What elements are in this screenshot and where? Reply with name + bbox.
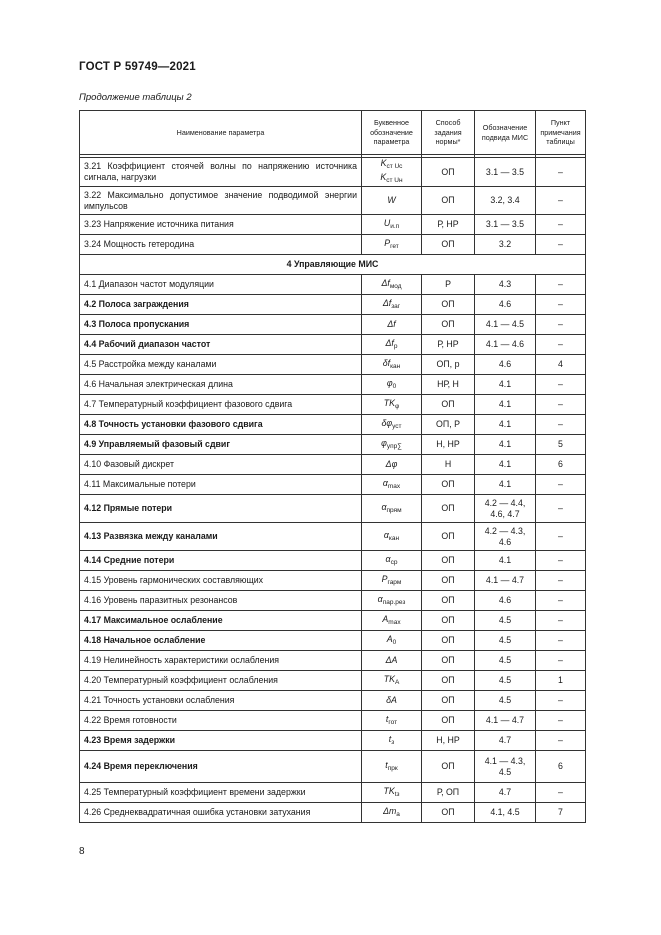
mis-subtype: 4.1 — [475, 435, 536, 455]
parameter-name: 4.6 Начальная электрическая длина — [80, 375, 362, 395]
norm-method: ОП — [422, 235, 475, 255]
mis-subtype: 4.2 — 4.4, 4.6, 4.7 — [475, 495, 536, 523]
mis-subtype: 4.5 — [475, 631, 536, 651]
mis-subtype: 4.1 — [475, 415, 536, 435]
parameter-symbol — [362, 275, 422, 295]
table-note-ref: – — [536, 523, 586, 551]
symbol-letter: Δf — [382, 297, 392, 308]
section-title: 4 Управляющие МИС — [80, 255, 586, 275]
symbol-letter: δf — [382, 357, 391, 368]
symbol-letter: α — [383, 529, 389, 540]
norm-method: Р, ОП — [422, 783, 475, 803]
table-note-ref: – — [536, 315, 586, 335]
mis-subtype: 4.3 — [475, 275, 536, 295]
column-header-norm: Способ задания нормы* — [422, 111, 475, 155]
norm-method: Р, НР — [422, 335, 475, 355]
symbol-subscript: р — [393, 342, 398, 350]
parameter-symbol — [362, 475, 422, 495]
symbol-letter: φ — [386, 377, 393, 388]
table-row — [80, 551, 586, 571]
parameter-name: 4.23 Время задержки — [80, 731, 362, 751]
table-row — [80, 711, 586, 731]
table-body — [80, 158, 586, 823]
symbol-subscript: max — [388, 618, 401, 626]
table-note-ref: – — [536, 651, 586, 671]
mis-subtype: 3.1 — 3.5 — [475, 215, 536, 235]
table-row — [80, 187, 586, 215]
table-note-ref: – — [536, 571, 586, 591]
mis-subtype: 4.1 — [475, 475, 536, 495]
mis-subtype: 4.5 — [475, 671, 536, 691]
parameter-symbol — [362, 295, 422, 315]
symbol-letter: Δf — [381, 277, 390, 288]
parameter-symbol — [362, 187, 422, 215]
parameter-symbol — [362, 523, 422, 551]
parameter-name: 4.1 Диапазон частот модуляции — [80, 275, 362, 295]
table-note-ref: – — [536, 711, 586, 731]
norm-method: ОП — [422, 187, 475, 215]
parameter-name: 3.23 Напряжение источника питания — [80, 215, 362, 235]
symbol-subscript: прям — [386, 506, 402, 514]
parameter-symbol — [362, 611, 422, 631]
table-row — [80, 335, 586, 355]
table-row — [80, 315, 586, 335]
parameter-name: 4.25 Температурный коэффициент времени задержки — [80, 783, 362, 803]
parameter-symbol — [362, 395, 422, 415]
symbol-subscript: з — [391, 738, 395, 746]
symbol-subscript: φ — [395, 402, 400, 410]
symbol-letter: A — [386, 633, 393, 644]
parameter-name: 4.16 Уровень паразитных резонансов — [80, 591, 362, 611]
symbol-subscript: 0 — [392, 382, 397, 390]
parameter-name: 4.13 Развязка между каналами — [80, 523, 362, 551]
parameter-name-text: 3.21 Коэффициент стоячей волны по напряжению источника сигнала, нагрузки — [84, 161, 357, 182]
parameter-symbol — [362, 651, 422, 671]
table-note-ref: – — [536, 783, 586, 803]
norm-method: Н, НР — [422, 435, 475, 455]
mis-subtype: 4.1 — 4.7 — [475, 571, 536, 591]
symbol-letter: φ — [381, 437, 387, 448]
norm-method: ОП — [422, 691, 475, 711]
column-header-subtype: Обозначение подвида МИС — [475, 111, 536, 155]
symbol-subscript: кан — [388, 534, 400, 542]
parameter-symbol — [362, 591, 422, 611]
mis-subtype: 4.5 — [475, 611, 536, 631]
parameter-name: 4.20 Температурный коэффициент ослабления — [80, 671, 362, 691]
symbol-subscript: заг — [391, 302, 401, 310]
symbol-subscript: A — [394, 678, 400, 686]
table-note-ref: – — [536, 295, 586, 315]
table-note-ref: – — [536, 375, 586, 395]
table-note-ref: – — [536, 235, 586, 255]
norm-method: Н — [422, 455, 475, 475]
table-row — [80, 751, 586, 783]
column-header-name: Наименование параметра — [80, 111, 362, 155]
page-number: 8 — [79, 846, 85, 857]
norm-method: ОП — [422, 551, 475, 571]
symbol-subscript: упр∑ — [386, 442, 402, 450]
table-note-ref: 7 — [536, 803, 586, 823]
mis-subtype: 3.2, 3.4 — [475, 187, 536, 215]
parameter-symbol — [362, 158, 422, 187]
symbol-letter: α — [385, 553, 391, 564]
table-row — [80, 275, 586, 295]
parameter-symbol — [362, 671, 422, 691]
mis-subtype: 4.1 — 4.5 — [475, 315, 536, 335]
mis-subtype: 4.2 — 4.3, 4.6 — [475, 523, 536, 551]
symbol-subscript: кан — [390, 362, 401, 370]
table-note-ref: – — [536, 275, 586, 295]
table-row — [80, 435, 586, 455]
symbol-subscript: a — [396, 810, 400, 818]
symbol-letter: δφ — [381, 417, 393, 428]
symbol-subscript: 0 — [392, 638, 397, 646]
mis-subtype: 4.6 — [475, 295, 536, 315]
parameter-name: 4.8 Точность установки фазового сдвига — [80, 415, 362, 435]
parameter-name — [80, 158, 362, 187]
parameter-name: 4.17 Максимальное ослабление — [80, 611, 362, 631]
parameter-name — [80, 187, 362, 215]
table-row — [80, 611, 586, 631]
symbol-letter: U — [383, 217, 391, 228]
norm-method: ОП — [422, 611, 475, 631]
norm-method: ОП — [422, 651, 475, 671]
norm-method: Н, НР — [422, 731, 475, 751]
table-row — [80, 591, 586, 611]
parameter-symbol — [362, 551, 422, 571]
symbol-letter: TK — [383, 785, 395, 796]
parameter-name: 4.24 Время переключения — [80, 751, 362, 783]
symbol-letter: TK — [383, 673, 395, 684]
symbol-letter: α — [381, 501, 387, 512]
symbol-subscript: ст Uc — [386, 163, 403, 170]
table-row — [80, 523, 586, 551]
norm-method: ОП — [422, 571, 475, 591]
parameter-name: 4.22 Время готовности — [80, 711, 362, 731]
parameter-name: 4.11 Максимальные потери — [80, 475, 362, 495]
table-note-ref: 6 — [536, 751, 586, 783]
table-note-ref: – — [536, 495, 586, 523]
symbol-letter: t — [388, 733, 392, 744]
symbol-subscript: прк — [387, 764, 398, 772]
mis-subtype: 3.1 — 3.5 — [475, 158, 536, 187]
section-row — [80, 255, 586, 275]
parameter-name: 4.14 Средние потери — [80, 551, 362, 571]
column-header-symbol: Буквенное обозначение параметра — [362, 111, 422, 155]
table-row — [80, 215, 586, 235]
mis-subtype: 4.6 — [475, 591, 536, 611]
symbol-letter: Δf — [387, 319, 396, 329]
symbol-letter: δA — [386, 695, 397, 705]
parameter-name: 4.15 Уровень гармонических составляющих — [80, 571, 362, 591]
mis-subtype: 4.1 — [475, 455, 536, 475]
table-note-ref: – — [536, 415, 586, 435]
symbol-letter: K — [380, 172, 387, 182]
table-row — [80, 631, 586, 651]
mis-subtype: 4.1 — [475, 375, 536, 395]
symbol-letter: α — [377, 593, 383, 604]
table-note-ref: 5 — [536, 435, 586, 455]
parameter-symbol — [362, 571, 422, 591]
symbol-letter: Δm — [383, 805, 397, 816]
symbol-subscript: и.п — [390, 222, 400, 230]
parameter-symbol — [362, 215, 422, 235]
parameter-name: 4.3 Полоса пропускания — [80, 315, 362, 335]
parameter-name: 4.4 Рабочий диапазон частот — [80, 335, 362, 355]
parameter-name: 4.9 Управляемый фазовый сдвиг — [80, 435, 362, 455]
table-note-ref: – — [536, 731, 586, 751]
table-row — [80, 731, 586, 751]
parameter-symbol — [362, 711, 422, 731]
symbol-letter: t — [385, 713, 389, 724]
norm-method: ОП — [422, 315, 475, 335]
table-note-ref: – — [536, 691, 586, 711]
symbol-letter: t — [385, 759, 388, 770]
parameter-symbol — [362, 495, 422, 523]
norm-method: ОП — [422, 523, 475, 551]
parameter-symbol — [362, 803, 422, 823]
table-note-ref: 4 — [536, 355, 586, 375]
norm-method: ОП — [422, 671, 475, 691]
norm-method: ОП — [422, 158, 475, 187]
mis-subtype: 4.1 — [475, 551, 536, 571]
symbol-letter: α — [382, 477, 388, 488]
norm-method: ОП — [422, 751, 475, 783]
symbol-letter: A — [382, 613, 389, 624]
parameter-symbol — [362, 415, 422, 435]
parameter-symbol — [362, 455, 422, 475]
parameter-name: 4.10 Фазовый дискрет — [80, 455, 362, 475]
mis-subtype: 4.6 — [475, 355, 536, 375]
norm-method: ОП — [422, 495, 475, 523]
mis-subtype: 4.7 — [475, 783, 536, 803]
parameter-symbol — [362, 375, 422, 395]
table-row — [80, 355, 586, 375]
table-row — [80, 495, 586, 523]
parameter-symbol — [362, 783, 422, 803]
table-row — [80, 455, 586, 475]
table-note-ref: – — [536, 158, 586, 187]
table-note-ref: – — [536, 187, 586, 215]
mis-subtype: 4.5 — [475, 691, 536, 711]
norm-method: ОП — [422, 591, 475, 611]
parameter-name: 4.18 Начальное ослабление — [80, 631, 362, 651]
parameter-symbol — [362, 631, 422, 651]
table-note-ref: – — [536, 395, 586, 415]
symbol-subscript: мод — [389, 282, 402, 290]
symbol-subscript: max — [387, 482, 401, 490]
symbol-letter: TK — [383, 397, 396, 408]
mis-subtype: 4.1 — 4.7 — [475, 711, 536, 731]
table-row — [80, 235, 586, 255]
table-note-ref: – — [536, 591, 586, 611]
parameter-name: 4.2 Полоса заграждения — [80, 295, 362, 315]
norm-method: ОП — [422, 631, 475, 651]
document-title: ГОСТ Р 59749—2021 — [79, 61, 196, 73]
parameter-name-text: 3.22 Максимально допустимое значение подводимой энергии импульсов — [84, 189, 357, 211]
symbol-letter: K — [380, 158, 387, 168]
table-note-ref: 6 — [536, 455, 586, 475]
parameter-symbol — [362, 315, 422, 335]
parameter-symbol — [362, 335, 422, 355]
table-note-ref: – — [536, 475, 586, 495]
table-note-ref: – — [536, 631, 586, 651]
norm-method: ОП, р — [422, 355, 475, 375]
mis-subtype: 3.2 — [475, 235, 536, 255]
parameter-name: 4.7 Температурный коэффициент фазового сдвига — [80, 395, 362, 415]
table-caption: Продолжение таблицы 2 — [79, 92, 192, 103]
mis-subtype: 4.7 — [475, 731, 536, 751]
table-note-ref: – — [536, 611, 586, 631]
norm-method: ОП — [422, 711, 475, 731]
parameter-symbol — [362, 751, 422, 783]
parameter-name: 3.24 Мощность гетеродина — [80, 235, 362, 255]
table-row — [80, 691, 586, 711]
table-row — [80, 803, 586, 823]
mis-subtype: 4.1, 4.5 — [475, 803, 536, 823]
column-header-note: Пункт примечания таблицы — [536, 111, 586, 155]
parameters-table — [79, 110, 586, 823]
symbol-subscript: ст Uн — [386, 177, 403, 184]
table-row — [80, 415, 586, 435]
norm-method: ОП, Р — [422, 415, 475, 435]
parameter-symbol — [362, 435, 422, 455]
parameter-name: 4.12 Прямые потери — [80, 495, 362, 523]
mis-subtype: 4.1 — 4.6 — [475, 335, 536, 355]
symbol-letter: P — [381, 573, 388, 584]
norm-method: ОП — [422, 475, 475, 495]
norm-method: ОП — [422, 395, 475, 415]
table-row — [80, 295, 586, 315]
parameter-symbol — [362, 235, 422, 255]
mis-subtype: 4.1 — 4.3, 4.5 — [475, 751, 536, 783]
table-row — [80, 395, 586, 415]
parameter-name: 4.19 Нелинейность характеристики ослабления — [80, 651, 362, 671]
symbol-subscript: уст — [392, 422, 402, 430]
table-header-row — [80, 111, 586, 155]
table-row — [80, 671, 586, 691]
norm-method: Р, НР — [422, 215, 475, 235]
symbol-letter: Δf — [385, 337, 394, 348]
symbol-subscript: гот — [388, 718, 398, 726]
parameter-name: 4.26 Среднеквадратичная ошибка установки затухания — [80, 803, 362, 823]
parameter-symbol — [362, 731, 422, 751]
table-note-ref: – — [536, 335, 586, 355]
norm-method: ОП — [422, 803, 475, 823]
table-row — [80, 783, 586, 803]
table-row — [80, 375, 586, 395]
mis-subtype: 4.1 — [475, 395, 536, 415]
table-row — [80, 475, 586, 495]
norm-method: ОП — [422, 295, 475, 315]
symbol-subscript: ср — [390, 558, 398, 566]
symbol-subscript: пар.рез — [382, 598, 406, 606]
symbol-letter: ΔA — [385, 655, 398, 665]
table-note-ref: – — [536, 551, 586, 571]
symbol-letter: Δφ — [385, 459, 398, 469]
symbol-letter: W — [387, 195, 396, 205]
symbol-subscript: гет — [390, 242, 399, 250]
symbol-letter: P — [384, 237, 391, 248]
parameter-name: 4.5 Расстройка между каналами — [80, 355, 362, 375]
parameter-symbol — [362, 355, 422, 375]
table-row — [80, 571, 586, 591]
symbol-subscript: tз — [394, 790, 400, 798]
table-row — [80, 651, 586, 671]
table-row — [80, 158, 586, 187]
parameter-symbol — [362, 691, 422, 711]
symbol-subscript: гарм — [387, 578, 402, 586]
parameter-name: 4.21 Точность установки ослабления — [80, 691, 362, 711]
table-note-ref: 1 — [536, 671, 586, 691]
table-note-ref: – — [536, 215, 586, 235]
norm-method: Р — [422, 275, 475, 295]
mis-subtype: 4.5 — [475, 651, 536, 671]
norm-method: НР, Н — [422, 375, 475, 395]
